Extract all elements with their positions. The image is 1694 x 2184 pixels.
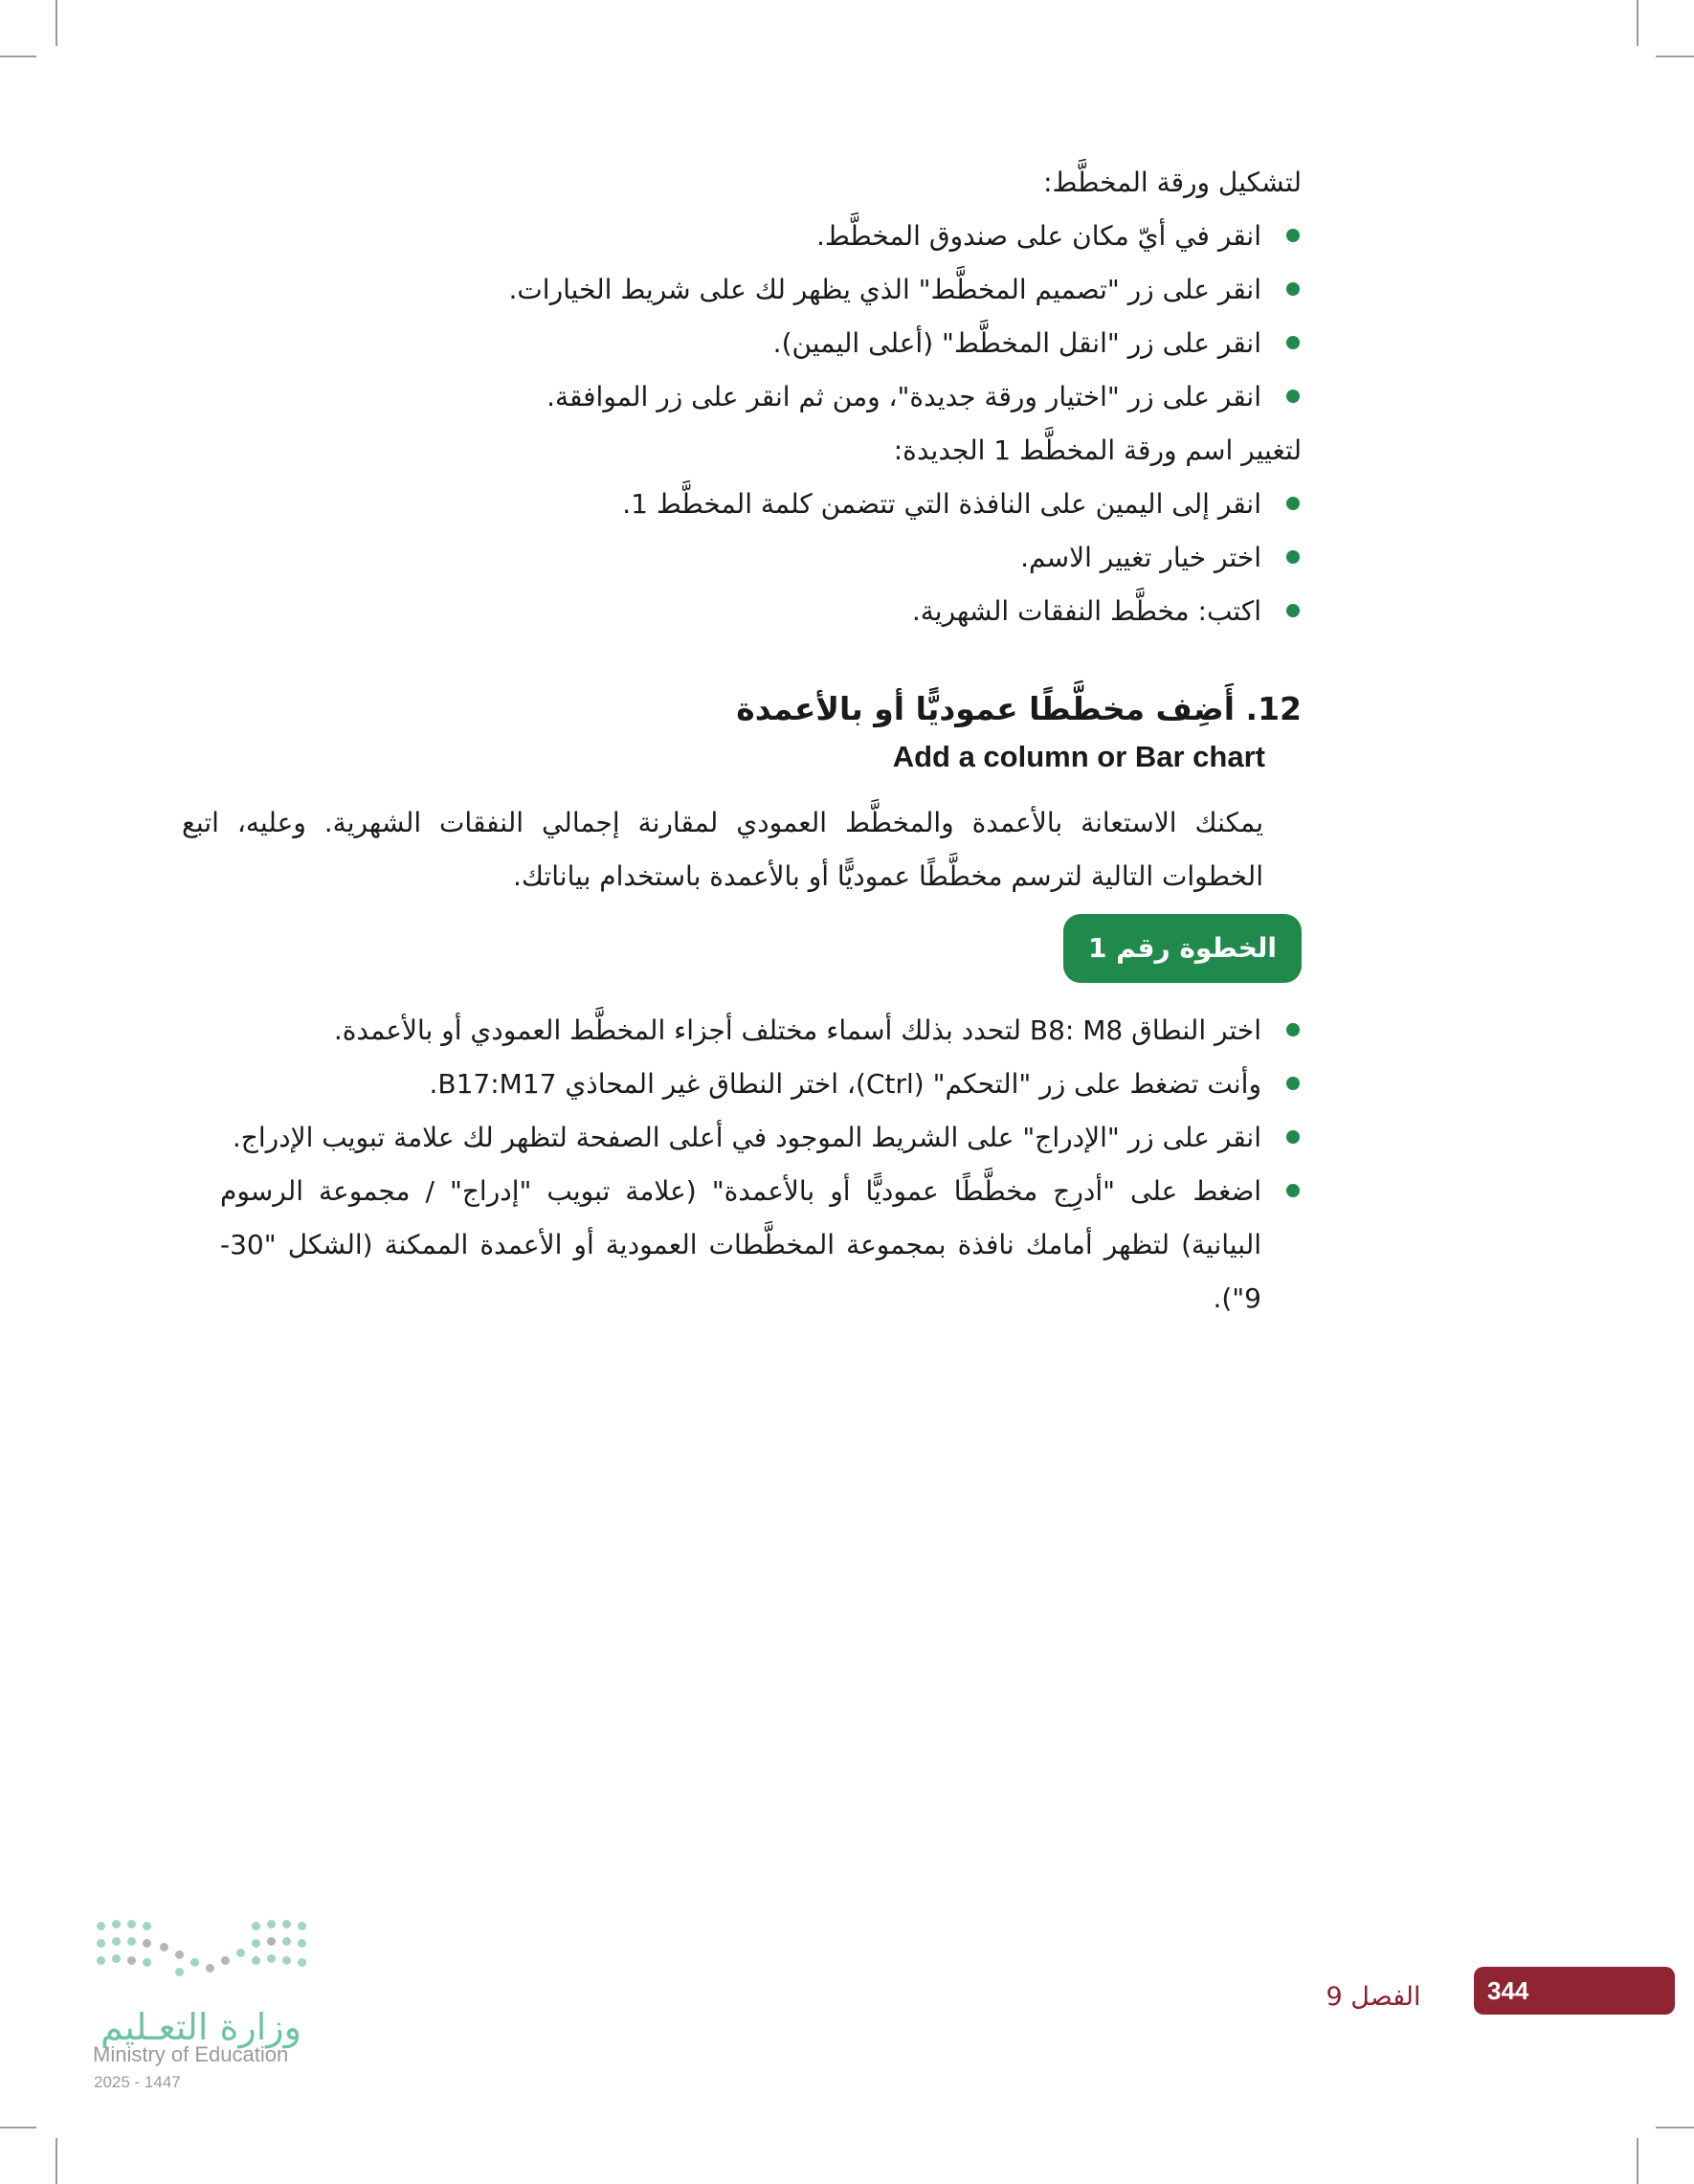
step-one-list bbox=[220, 1004, 1302, 1326]
ministry-logo bbox=[91, 1914, 321, 2048]
logo-dots-icon bbox=[91, 1914, 321, 1991]
crop-mark bbox=[56, 0, 57, 46]
bullet-icon bbox=[1286, 336, 1300, 349]
crop-mark bbox=[56, 2138, 57, 2184]
rename-sheet-list bbox=[201, 478, 1302, 638]
bullet-icon bbox=[1286, 550, 1300, 564]
list-item: اكتب: مخطَّط النفقات الشهرية. bbox=[201, 585, 1302, 638]
crop-mark bbox=[1656, 2127, 1694, 2128]
list-item: اضغط على "أدرِج مخطَّطًا عموديًّا أو بالأعمدة" (علامة تبويب "إدراج" / مجموعة الرسوم البيانية) لتظهر أمامك نافذة بمجموعة المخطَّطات العمودية أو الأعمدة الممكنة (الشكل "30-9"). bbox=[220, 1165, 1302, 1326]
step-one-section bbox=[220, 1004, 1302, 1326]
section-heading bbox=[201, 684, 1302, 734]
page-number-bar bbox=[1474, 1967, 1675, 2015]
bullet-icon bbox=[1286, 1077, 1300, 1090]
rename-sheet-section bbox=[201, 424, 1302, 638]
format-sheet-intro: لتشكيل ورقة المخطَّط: bbox=[1043, 167, 1302, 198]
list-item: انقر على زر "انقل المخطَّط" (أعلى اليمين). bbox=[201, 317, 1302, 370]
ministry-year: 2025 - 1447 bbox=[94, 2073, 181, 2091]
section-heading-ar: 12. أَضِف مخطَّطًا عموديًّا أو بالأعمدة bbox=[736, 690, 1302, 727]
crop-mark bbox=[0, 56, 36, 57]
page-number: 344 bbox=[1487, 1976, 1529, 2005]
list-item: انقر إلى اليمين على النافذة التي تتضمن كلمة المخطَّط 1. bbox=[201, 478, 1302, 531]
crop-mark bbox=[1637, 2138, 1638, 2184]
list-item: انقر على زر "اختيار ورقة جديدة"، ومن ثم انقر على زر الموافقة. bbox=[201, 370, 1302, 424]
ministry-name-ar: وزارة التعـليم bbox=[100, 2006, 301, 2048]
list-item: اختر خيار تغيير الاسم. bbox=[201, 531, 1302, 585]
chapter-label: الفصل 9 bbox=[1326, 1982, 1421, 2012]
crop-mark bbox=[1656, 56, 1694, 57]
crop-mark bbox=[1637, 0, 1638, 46]
bullet-icon bbox=[1286, 1184, 1300, 1197]
bullet-icon bbox=[1286, 604, 1300, 617]
ministry-name-en: Ministry of Education bbox=[93, 2042, 289, 2066]
bullet-icon bbox=[1286, 229, 1300, 242]
section-heading-en: Add a column or Bar chart bbox=[892, 740, 1265, 773]
list-item: وأنت تضغط على زر "التحكم" (Ctrl)، اختر النطاق غير المحاذي B17:M17. bbox=[220, 1058, 1302, 1111]
list-item: اختر النطاق B8: M8 لتحدد بذلك أسماء مختلف أجزاء المخطَّط العمودي أو بالأعمدة. bbox=[220, 1004, 1302, 1058]
intro-paragraph: يمكنك الاستعانة بالأعمدة والمخطَّط العمودي لمقارنة إجمالي النفقات الشهرية. وعليه، اتبع الخطوات التالية لترسم مخطَّطًا عموديًّا أو بالأعمدة باستخدام بياناتك. bbox=[182, 807, 1263, 892]
bullet-icon bbox=[1286, 1023, 1300, 1036]
bullet-icon bbox=[1286, 282, 1300, 296]
list-item: انقر على زر "تصميم المخطَّط" الذي يظهر لك على شريط الخيارات. bbox=[201, 263, 1302, 317]
format-sheet-section bbox=[201, 156, 1302, 424]
format-sheet-list bbox=[201, 210, 1302, 424]
rename-sheet-intro: لتغيير اسم ورقة المخطَّط 1 الجديدة: bbox=[893, 435, 1302, 466]
bullet-icon bbox=[1286, 390, 1300, 403]
list-item: انقر في أيّ مكان على صندوق المخطَّط. bbox=[201, 210, 1302, 263]
bullet-icon bbox=[1286, 1130, 1300, 1144]
step-badge: الخطوة رقم 1 bbox=[1063, 914, 1302, 983]
list-item: انقر على زر "الإدراج" على الشريط الموجود في أعلى الصفحة لتظهر لك علامة تبويب الإدراج. bbox=[220, 1111, 1302, 1165]
bullet-icon bbox=[1286, 497, 1300, 510]
crop-mark bbox=[0, 2127, 36, 2128]
